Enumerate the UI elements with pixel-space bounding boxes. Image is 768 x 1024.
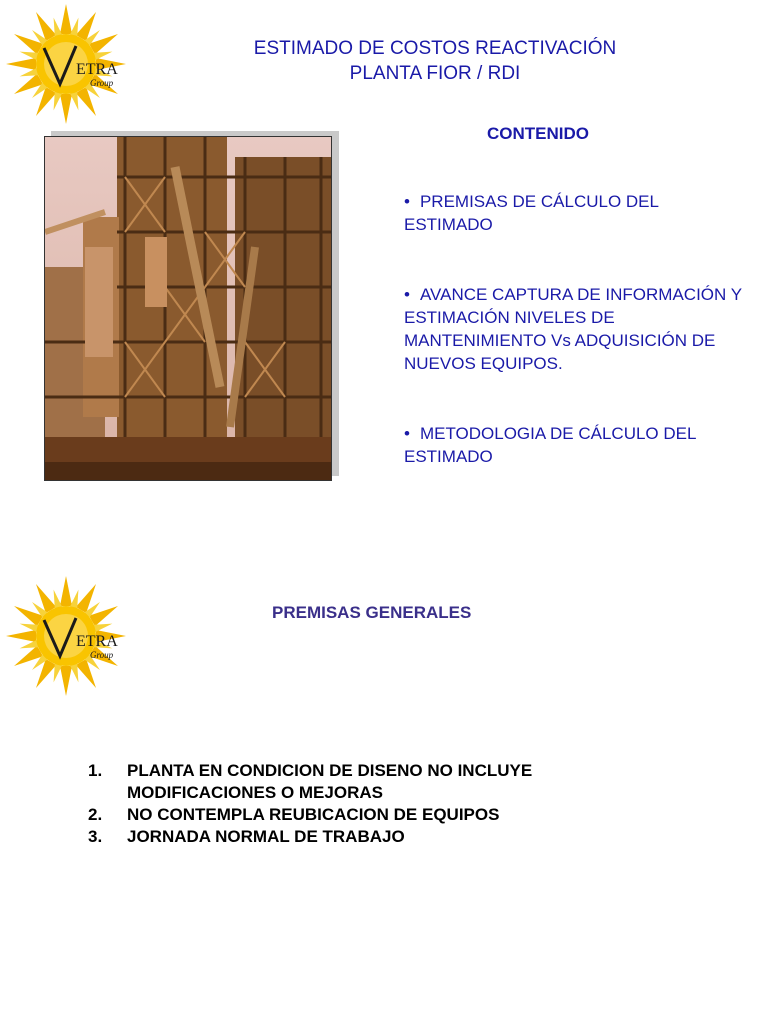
list-item	[404, 190, 744, 236]
logo-sub-text: Group	[90, 650, 114, 660]
premisas-heading: PREMISAS GENERALES	[272, 603, 472, 622]
vetra-logo-icon	[4, 2, 134, 132]
list-item	[88, 760, 648, 804]
contenido-heading: CONTENIDO	[487, 124, 589, 143]
title-line-1: ESTIMADO DE COSTOS REACTIVACIÓN	[253, 38, 617, 59]
list-item-text: METODOLOGIA DE CÁLCULO DEL ESTIMADO	[404, 424, 696, 466]
contenido-list	[404, 190, 744, 515]
list-item-text: PLANTA EN CONDICION DE DISENO NO INCLUYE MODIFICACIONES O MEJORAS	[127, 761, 533, 802]
logo-sub-text: Group	[90, 78, 114, 88]
bullet-glyph: •	[404, 424, 410, 443]
logo-brand-text: ETRA	[76, 61, 118, 78]
list-item-text: AVANCE CAPTURA DE INFORMACIÓN Y ESTIMACIÓN NIVELES DE MANTENIMIENTO Vs ADQUISICIÓN DE NUEVOS EQUIPOS.	[404, 285, 742, 373]
logo-brand-text: ETRA	[76, 633, 118, 650]
list-item-number: 1.	[88, 761, 103, 780]
industrial-plant-photo	[44, 136, 332, 481]
list-item	[88, 804, 648, 826]
vetra-logo-icon	[4, 574, 134, 704]
list-item	[404, 422, 744, 468]
title-line-2: PLANTA FIOR / RDI	[349, 63, 521, 84]
list-item	[88, 826, 648, 848]
bullet-glyph: •	[404, 285, 410, 304]
list-item-text: NO CONTEMPLA REUBICACION DE EQUIPOS	[127, 805, 500, 824]
premisas-list	[88, 760, 648, 848]
list-item-text: PREMISAS DE CÁLCULO DEL ESTIMADO	[404, 192, 659, 234]
slide-title	[190, 36, 680, 86]
list-item-number: 3.	[88, 827, 103, 846]
list-item-text: JORNADA NORMAL DE TRABAJO	[127, 827, 405, 846]
bullet-glyph: •	[404, 192, 410, 211]
list-item	[404, 283, 744, 375]
list-item-number: 2.	[88, 805, 103, 824]
